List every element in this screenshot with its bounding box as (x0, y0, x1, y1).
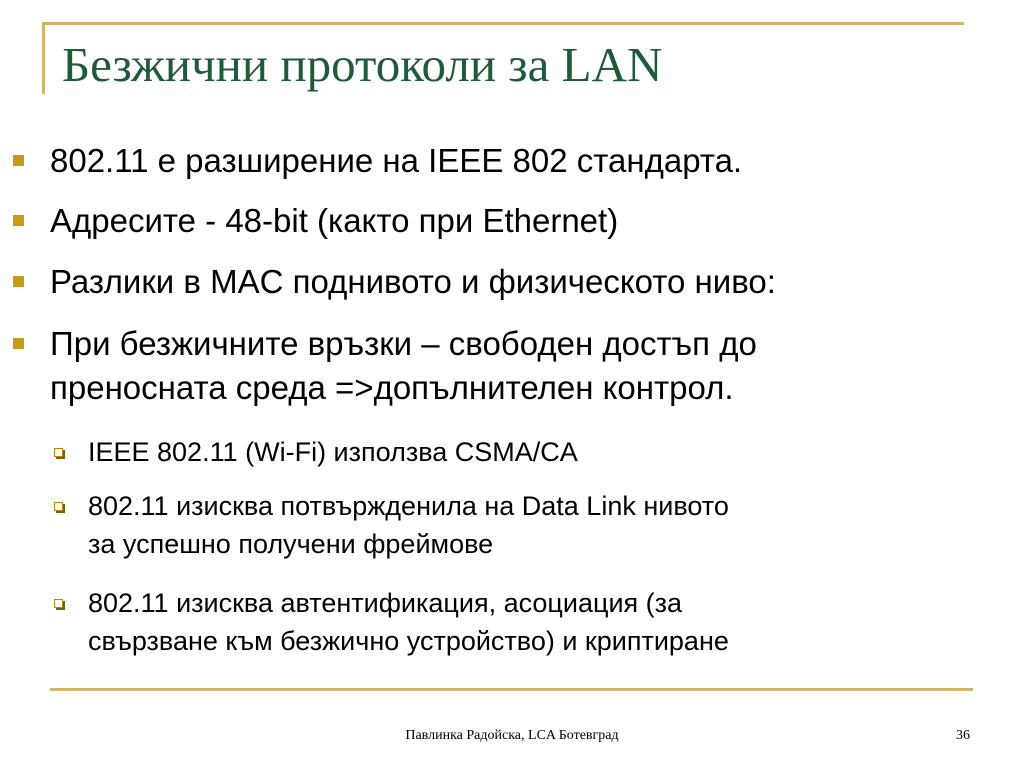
subbullet-line: свързване към безжично устройство) и криптиране (88, 626, 729, 656)
page-number: 36 (956, 728, 970, 743)
hollow-square-bullet-icon (54, 502, 63, 511)
hollow-square-bullet-icon (54, 448, 63, 457)
bullet-line: Адресите - 48-bit (както при Ethernet) (50, 202, 619, 239)
square-bullet-icon (13, 338, 24, 349)
square-bullet-icon (13, 215, 24, 226)
bullet-line: При безжичните връзки – свободен достъп до (50, 325, 757, 362)
bullet-text (50, 322, 1000, 410)
bullet-line: Разлики в MAC поднивото и физическото ниво: (50, 263, 776, 300)
subbullet-line: IEEE 802.11 (Wi-Fi) използва CSMA/CA (88, 437, 578, 467)
subbullet-text (88, 433, 988, 471)
subbullet-text (88, 487, 988, 563)
square-bullet-icon (13, 155, 24, 166)
square-bullet-icon (13, 276, 24, 287)
slide-title: Безжични протоколи за LAN (62, 37, 663, 92)
footer-author: Павлинка Радойска, LCA Ботевград (405, 728, 619, 743)
subbullet-line: за успешно получени фреймове (88, 529, 494, 559)
subbullet-line: 802.11 изисква потвържденила на Data Link нивото (88, 491, 729, 521)
footer-divider (50, 688, 973, 691)
bullet-text (50, 199, 1000, 243)
bullet-line: 802.11 е разширение на IEEE 802 стандарта. (50, 142, 743, 179)
bullet-line: преносната среда =>допълнителен контрол. (50, 369, 734, 406)
subbullet-text (88, 584, 988, 660)
hollow-square-bullet-icon (54, 599, 63, 608)
bullet-text (50, 260, 1000, 304)
bullet-text (50, 139, 1000, 183)
subbullet-line: 802.11 изисква автентификация, асоциация (за (88, 588, 683, 618)
